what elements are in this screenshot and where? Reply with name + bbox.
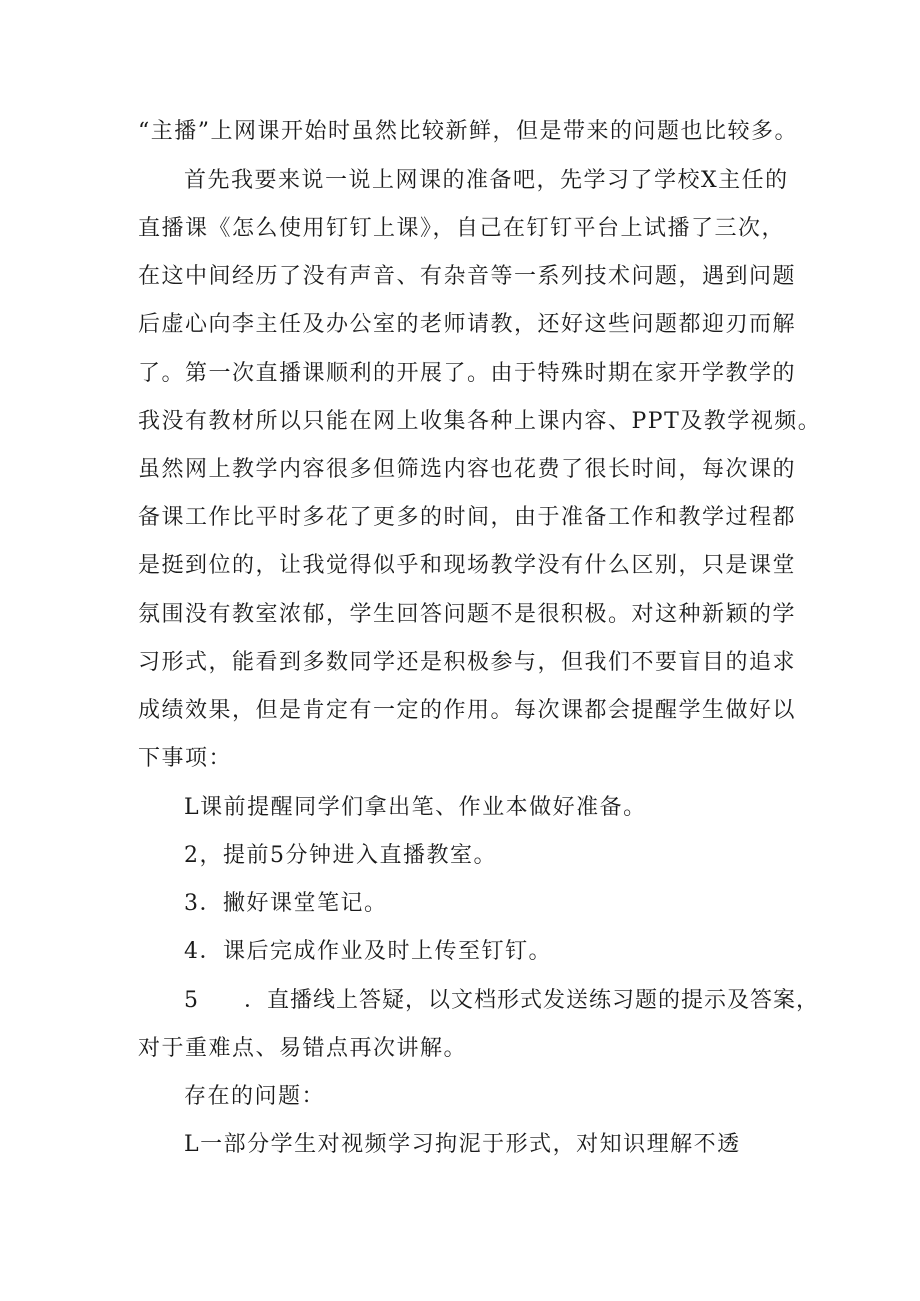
paragraph-line: 习形式，能看到多数同学还是积极参与，但我们不要盲目的追求 (138, 650, 797, 675)
paragraph-line: 了。第一次直播课顺利的开展了。由于特殊时期在家开学教学的 (138, 361, 797, 386)
paragraph-line: 是挺到位的，让我觉得似乎和现场教学没有什么区别，只是课堂 (138, 553, 797, 578)
problems-heading: 存在的问题： (184, 1084, 326, 1109)
paragraph-line: 直播课《怎么使用钉钉上课》，自己在钉钉平台上试播了三次， (138, 216, 786, 241)
paragraph-line: “主播”上网课开始时虽然比较新鲜，但是带来的问题也比较多。 (138, 119, 798, 144)
list-item: 4．课后完成作业及时上传至钉钉。 (184, 939, 552, 964)
problem-item: L一部分学生对视频学习拘泥于形式，对知识理解不透 (184, 1132, 741, 1157)
list-item-5-number: 5 (184, 988, 200, 1013)
paragraph-line: 备课工作比平时多花了更多的时间，由于准备工作和教学过程都 (138, 505, 797, 530)
paragraph-line: 后虚心向李主任及办公室的老师请教，还好这些问题都迎刃而解 (138, 312, 797, 337)
paragraph-line: 成绩效果，但是肯定有一定的作用。每次课都会提醒学生做好以 (138, 698, 797, 723)
paragraph-line: 我没有教材所以只能在网上收集各种上课内容、PPT及教学视频。 (138, 409, 822, 434)
paragraph-line: 虽然网上教学内容很多但筛选内容也花费了很长时间，每次课的 (138, 457, 797, 482)
paragraph-line: 首先我要来说一说上网课的准备吧，先学习了学校X主任的 (184, 168, 789, 193)
paragraph-line: 氛围没有教室浓郁，学生回答问题不是很积极。对这种新颖的学 (138, 602, 797, 627)
list-item-5-text: ．直播线上答疑，以文档形式发送练习题的提示及答案， (244, 988, 820, 1013)
paragraph-line: 下事项： (138, 746, 233, 771)
list-item-5-continuation: 对于重难点、易错点再次讲解。 (138, 1036, 468, 1061)
paragraph-line: 在这中间经历了没有声音、有杂音等一系列技术问题，遇到问题 (138, 264, 797, 289)
list-item: 2，提前5分钟进入直播教室。 (184, 843, 497, 868)
list-item: 3．撇好课堂笔记。 (184, 891, 388, 916)
list-item: L课前提醒同学们拿出笔、作业本做好准备。 (184, 795, 647, 820)
